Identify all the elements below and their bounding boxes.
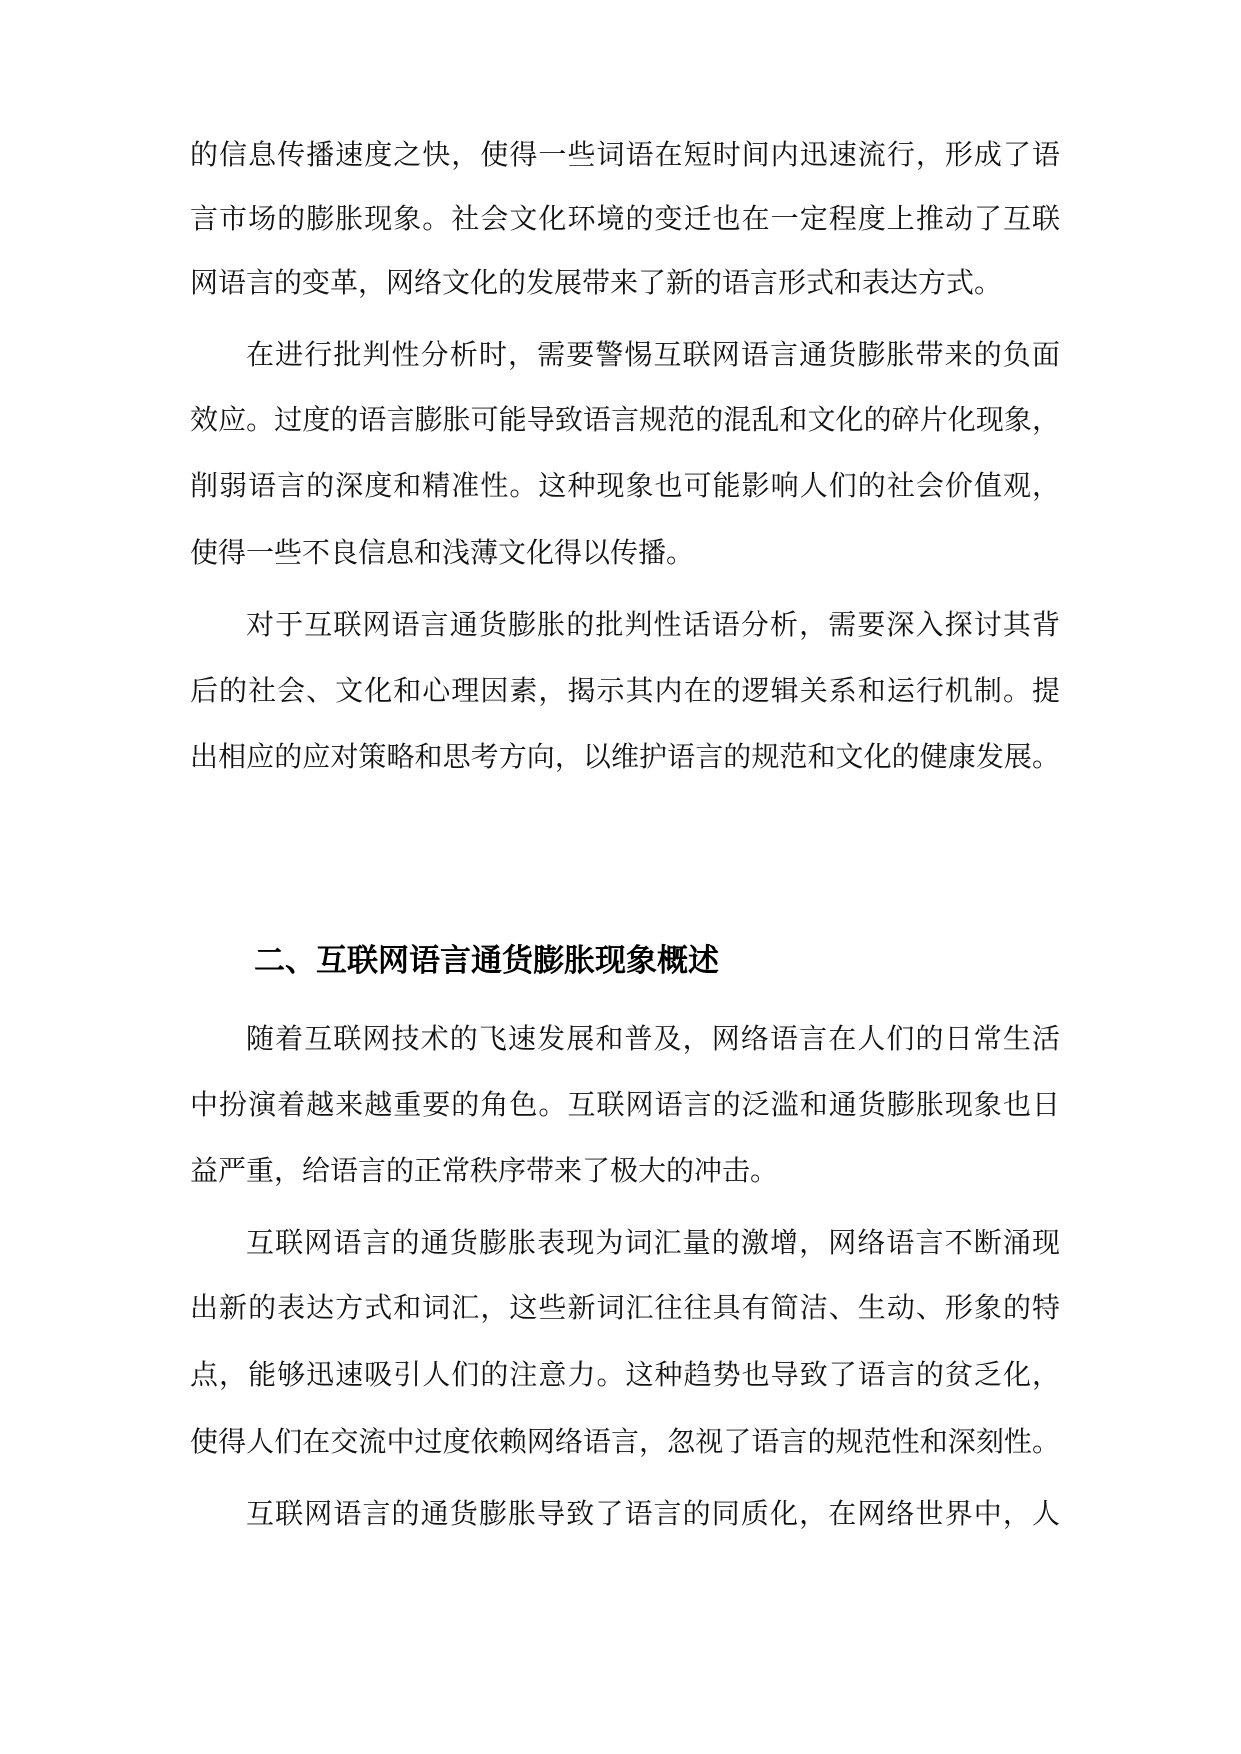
text-line: 出相应的应对策略和思考方向，以维护语言的规范和文化的健康发展。	[190, 740, 1060, 773]
text-line: 点，能够迅速吸引人们的注意力。这种趋势也导致了语言的贫乏化，	[190, 1358, 1060, 1391]
text-line: 削弱语言的深度和精准性。这种现象也可能影响人们的社会价值观，	[190, 469, 1060, 502]
text-line: 效应。过度的语言膨胀可能导致语言规范的混乱和文化的碎片化现象，	[190, 403, 1060, 436]
text-line: 互联网语言的通货膨胀导致了语言的同质化，在网络世界中，人	[246, 1497, 1060, 1530]
text-line: 使得人们在交流中过度依赖网络语言，忽视了语言的规范性和深刻性。	[190, 1425, 1060, 1458]
text-line: 中扮演着越来越重要的角色。互联网语言的泛滥和通货膨胀现象也日	[190, 1088, 1060, 1121]
text-line: 互联网语言的通货膨胀表现为词汇量的激增，网络语言不断涌现	[246, 1226, 1060, 1259]
text-line: 出新的表达方式和词汇，这些新词汇往往具有简洁、生动、形象的特	[190, 1291, 1060, 1324]
section-heading: 二、互联网语言通货膨胀现象概述	[254, 943, 719, 979]
text-line: 益严重，给语言的正常秩序带来了极大的冲击。	[190, 1154, 779, 1187]
text-line: 言市场的膨胀现象。社会文化环境的变迁也在一定程度上推动了互联	[190, 202, 1060, 235]
text-line: 的信息传播速度之快，使得一些词语在短时间内迅速流行，形成了语	[190, 138, 1060, 171]
text-line: 随着互联网技术的飞速发展和普及，网络语言在人们的日常生活	[246, 1022, 1060, 1055]
text-line: 使得一些不良信息和浅薄文化得以传播。	[190, 536, 695, 569]
text-line: 对于互联网语言通货膨胀的批判性话语分析，需要深入探讨其背	[246, 608, 1060, 641]
text-line: 在进行批判性分析时，需要警惕互联网语言通货膨胀带来的负面	[246, 338, 1060, 371]
text-line: 网语言的变革，网络文化的发展带来了新的语言形式和表达方式。	[190, 266, 1003, 299]
text-line: 后的社会、文化和心理因素，揭示其内在的逻辑关系和运行机制。提	[190, 674, 1060, 707]
